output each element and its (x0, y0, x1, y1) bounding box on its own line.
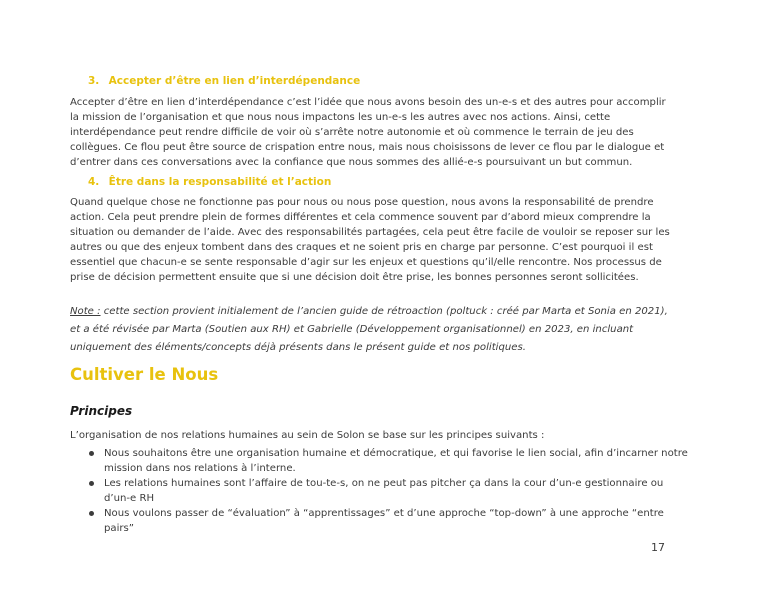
note-label: Note : (70, 306, 101, 317)
list-item-text: Nous souhaitons être une organisation humaine et démocratique, et qui favorise le lien social, afin d’incarner notre mission dans nos relations à l’interne. (104, 448, 688, 474)
list-item (70, 506, 690, 536)
principles-list (70, 446, 690, 536)
note-text: cette section provient initialement de l’ancien guide de rétroaction (poltuck : créé par Marta et Sonia en 2021), et a été révisée par Marta (Soutien aux RH) et Gabrielle (Développement organisationnel) en 2023, en incluant uniquement des éléments/concepts déjà présents dans le présent guide et nos politiques. (70, 306, 668, 354)
section-3-title-text: Accepter d’être en lien d’interdépendance (108, 75, 361, 87)
list-item (70, 446, 690, 476)
principles-intro: L’organisation de nos relations humaines au sein de Solon se base sur les principes suivants : (70, 430, 545, 441)
bullet-icon (89, 451, 94, 456)
bullet-icon (89, 511, 94, 516)
section-4-title (88, 176, 331, 188)
section-4-body: Quand quelque chose ne fonctionne pas pour nous ou nous pose question, nous avons la responsabilité de prendre action. Cela peut prendre plein de formes différentes et cela commence souvent par d’abord mieux comprendre la situation ou demander de l’aide. Avec des responsabilités partagées, cela peut être facile de vouloir se reposer sur les autres ou que des enjeux tombent dans des craques et ne soient pris en charge par personne. C’est pourquoi il est essentiel que chacun-e se sente responsable d’agir sur les enjeux et questions qu’il/elle rencontre. Nos processus de prise de décision permettent ensuite que si une décision doit être prise, les bonnes personnes seront sollicitées. (70, 197, 670, 284)
subheading-principes: Principes (70, 404, 133, 418)
list-item-text: Les relations humaines sont l’affaire de tou-te-s, on ne peut pas pitcher ça dans la cour d’un-e gestionnaire ou d’un-e RH (104, 478, 664, 504)
heading-cultiver-le-nous: Cultiver le Nous (70, 365, 219, 384)
section-3-body: Accepter d’être en lien d’interdépendance c’est l’idée que nous avons besoin des un-e-s et des autres pour accomplir la mission de l’organisation et que nous nous impactons les un-e-s les autres avec nos actions. Ainsi, cette interdépendance peut rendre difficile de voir où s’arrête notre autonomie et où commence le terrain de jeu des collègues. Ce flou peut être source de crispation entre nous, mais nous choisissons de lever ce flou par le dialogue et d’entrer dans ces conversations avec la confiance que nous sommes des allié-e-s poursuivant un but commun. (70, 97, 666, 169)
section-3-number: 3. (88, 75, 100, 87)
section-4-number: 4. (88, 176, 100, 188)
section-note (70, 303, 674, 358)
section-3-title (88, 75, 360, 87)
list-item-text: Nous voulons passer de “évaluation” à “apprentissages” et d’une approche “top-down” à une approche “entre pairs” (104, 508, 664, 534)
bullet-icon (89, 481, 94, 486)
page-number: 17 (651, 541, 665, 554)
section-4-title-text: Être dans la responsabilité et l’action (108, 176, 332, 188)
list-item (70, 476, 690, 506)
